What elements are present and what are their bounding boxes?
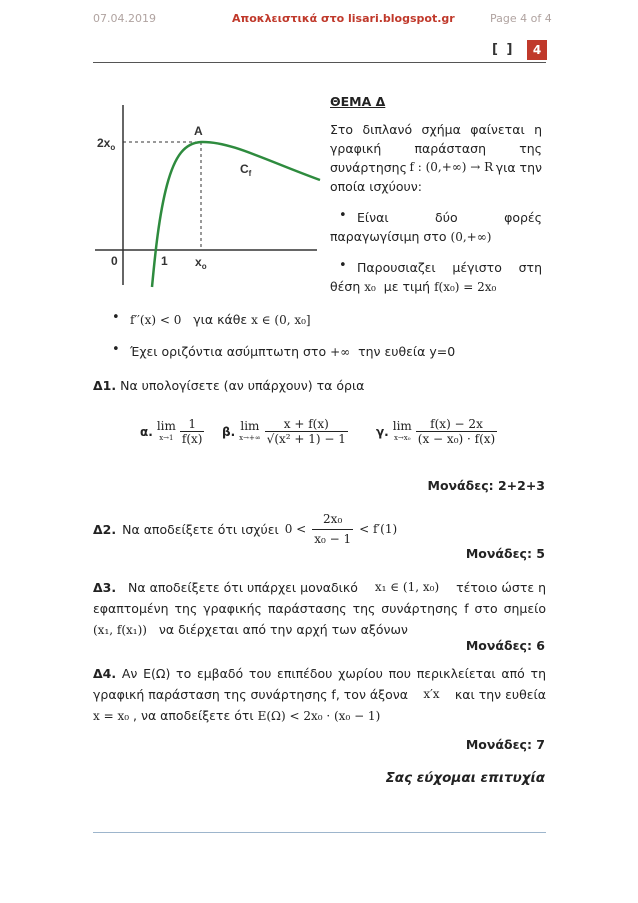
d3-line-3 — [93, 620, 408, 640]
bullet-2-marker: • — [339, 258, 347, 273]
d3-text-1: Να αποδείξετε ότι υπάρχει μοναδικό — [128, 580, 358, 595]
y-tick-label: $2x_o$ — [97, 136, 116, 152]
d1-b-lim — [239, 420, 261, 444]
intro-line-4: οποία ισχύουν: — [330, 179, 422, 194]
bullet-1-line-1: Είναι δύο φορές — [357, 210, 542, 225]
footer-rule — [93, 832, 546, 833]
closing-wish: Σας εύχομαι επιτυχία — [385, 770, 545, 786]
d4-inequality-math: E(Ω) < 2x₀ · (x₀ − 1) — [257, 709, 381, 723]
d1-b-fraction — [265, 417, 348, 446]
d1-a-label: α. — [140, 424, 153, 439]
score-brackets: [ ] — [492, 42, 515, 57]
intro-line-1: Στο διπλανό σχήμα φαίνεται η — [330, 122, 542, 137]
origin-label: 0 — [111, 254, 118, 268]
d1-c-label: γ. — [376, 424, 389, 439]
d4-text-2: γραφική παράσταση της συνάρτησης f, τον άξονα — [93, 687, 408, 702]
curve-label: $C_f$ — [240, 162, 252, 178]
d2-math-right: < f′(1) — [359, 522, 398, 536]
bullet-2-text: θέση — [330, 279, 361, 294]
d3-marks: Μονάδες: 6 — [465, 638, 545, 653]
d4-text-1: Αν Ε(Ω) το εμβαδό του επιπέδου χωρίου που περικλείεται από τη — [121, 666, 546, 681]
d2-math-left: 0 < — [284, 522, 307, 536]
d1-a-fraction — [180, 417, 205, 446]
d1-limit-c — [376, 417, 497, 446]
d1-c-fraction — [416, 417, 497, 446]
d1-c-lim-word: lim — [392, 418, 412, 433]
d3-line-1-a — [93, 578, 358, 597]
d1-b-label: β. — [222, 424, 236, 439]
intro-line-2: γραφική παράσταση της — [330, 141, 542, 156]
d4-text-4: , να αποδείξετε ότι — [133, 708, 254, 723]
bullet-4-marker: • — [112, 342, 120, 357]
bullet-3-line — [130, 310, 311, 330]
d4-marks: Μονάδες: 7 — [465, 737, 545, 752]
header-rule — [93, 62, 546, 63]
function-definition: f : (0,+∞) → R — [409, 160, 494, 174]
bullet-1-line-2 — [330, 227, 491, 247]
d4-line-2 — [93, 685, 546, 704]
intro-line-3 — [330, 158, 542, 177]
concavity-math: f′′(x) < 0 — [130, 313, 182, 327]
d1-b-lim-sub: x→+∞ — [239, 433, 261, 442]
bullet-3-marker: • — [112, 310, 120, 325]
d1-limit-a — [140, 417, 204, 446]
d1-limit-b — [222, 417, 348, 446]
d2-marks: Μονάδες: 5 — [465, 546, 545, 561]
d4-line-3 — [93, 706, 380, 726]
bullet-1-text: παραγωγίσιμη στο — [330, 229, 447, 244]
d2-fraction — [312, 510, 353, 549]
bullet-2-text-2: με τιμή — [383, 279, 431, 294]
d1-a-den: f(x) — [181, 432, 203, 446]
d1-a-num: 1 — [180, 417, 205, 432]
bullet-4-text-2: την ευθεία y=0 — [358, 344, 456, 359]
d1-a-lim-sub: x→1 — [159, 433, 174, 442]
d1-marks: Μονάδες: 2+2+3 — [427, 478, 545, 493]
intro-line-3-end: για την — [495, 160, 542, 175]
bullet-2-line-2 — [330, 277, 496, 297]
d3-line-1 — [93, 578, 546, 597]
d2-text: Να αποδείξετε ότι ισχύει — [122, 522, 279, 537]
theme-title: ΘΕΜΑ Δ — [330, 94, 386, 109]
header-date: 07.04.2019 — [93, 12, 156, 25]
d2-den: x₀ − 1 — [314, 532, 352, 546]
d3-math-point: (x₁, f(x₁)) — [93, 623, 147, 637]
d1-a-lim — [157, 420, 176, 444]
d1-c-lim — [393, 420, 412, 444]
d4-line-1 — [93, 664, 546, 683]
d3-text-3: να διέρχεται από την αρχή των αξόνων — [158, 622, 408, 637]
intro-line-3-text: συνάρτησης — [330, 160, 407, 175]
bullet-2-line-1: Παρουσιαζει μέγιστο στη — [357, 260, 542, 275]
infinity-math: +∞ — [330, 345, 351, 359]
d3-text-2: τέτοιο ώστε η — [456, 580, 546, 595]
d1-label: Δ1. — [93, 378, 117, 393]
x0-math: x₀ — [364, 280, 376, 294]
d4-label: Δ4. — [93, 666, 117, 681]
d1-b-lim-word: lim — [240, 418, 260, 433]
d2-num: 2x₀ — [312, 510, 353, 530]
d3-line-2: εφαπτομένη της γραφικής παράστασης της συνάρτησης f στο σημείο — [93, 601, 546, 616]
interval-math: (0,+∞) — [450, 230, 492, 244]
d1-b-den: √(x² + 1) − 1 — [266, 432, 346, 446]
max-value-math: f(x₀) = 2x₀ — [434, 280, 497, 294]
bullet-4-text: Έχει οριζόντια ασύμπτωτη στο — [130, 344, 327, 359]
d1-b-num: x + f(x) — [265, 417, 348, 432]
curve-cf — [152, 142, 320, 287]
d1-a-lim-word: lim — [156, 418, 176, 433]
point-a-label: A — [194, 124, 203, 138]
d1-prompt — [93, 376, 364, 395]
function-graph — [95, 105, 325, 290]
d1-c-lim-sub: x→x₀ — [393, 433, 411, 442]
bullet-3-text: για κάθε — [193, 312, 248, 327]
d2-label: Δ2. — [93, 522, 117, 537]
d3-label: Δ3. — [93, 580, 117, 595]
bullet-1-marker: • — [339, 208, 347, 223]
d4-text-3: και την ευθεία — [454, 687, 546, 702]
domain-math: x ∈ (0, x₀] — [251, 313, 311, 327]
d1-text: Να υπολογίσετε (αν υπάρχουν) τα όρια — [120, 378, 365, 393]
x-tick-label: $x_o$ — [195, 255, 207, 271]
header-page-number: Page 4 of 4 — [490, 12, 552, 25]
d3-math-x1: x₁ ∈ (1, x₀) — [374, 580, 440, 594]
page-badge: 4 — [527, 40, 547, 60]
d1-c-den: (x − x₀) · f(x) — [417, 432, 496, 446]
x-one-label: 1 — [161, 254, 168, 268]
d1-c-num: f(x) − 2x — [416, 417, 497, 432]
header-site[interactable]: Αποκλειστικά στο lisari.blogspot.gr — [232, 12, 455, 25]
d4-line-math: x = x₀ — [93, 709, 130, 723]
d2-prompt — [93, 510, 397, 549]
bullet-4-line — [130, 342, 455, 362]
d4-axis-math: x′x — [423, 687, 440, 701]
